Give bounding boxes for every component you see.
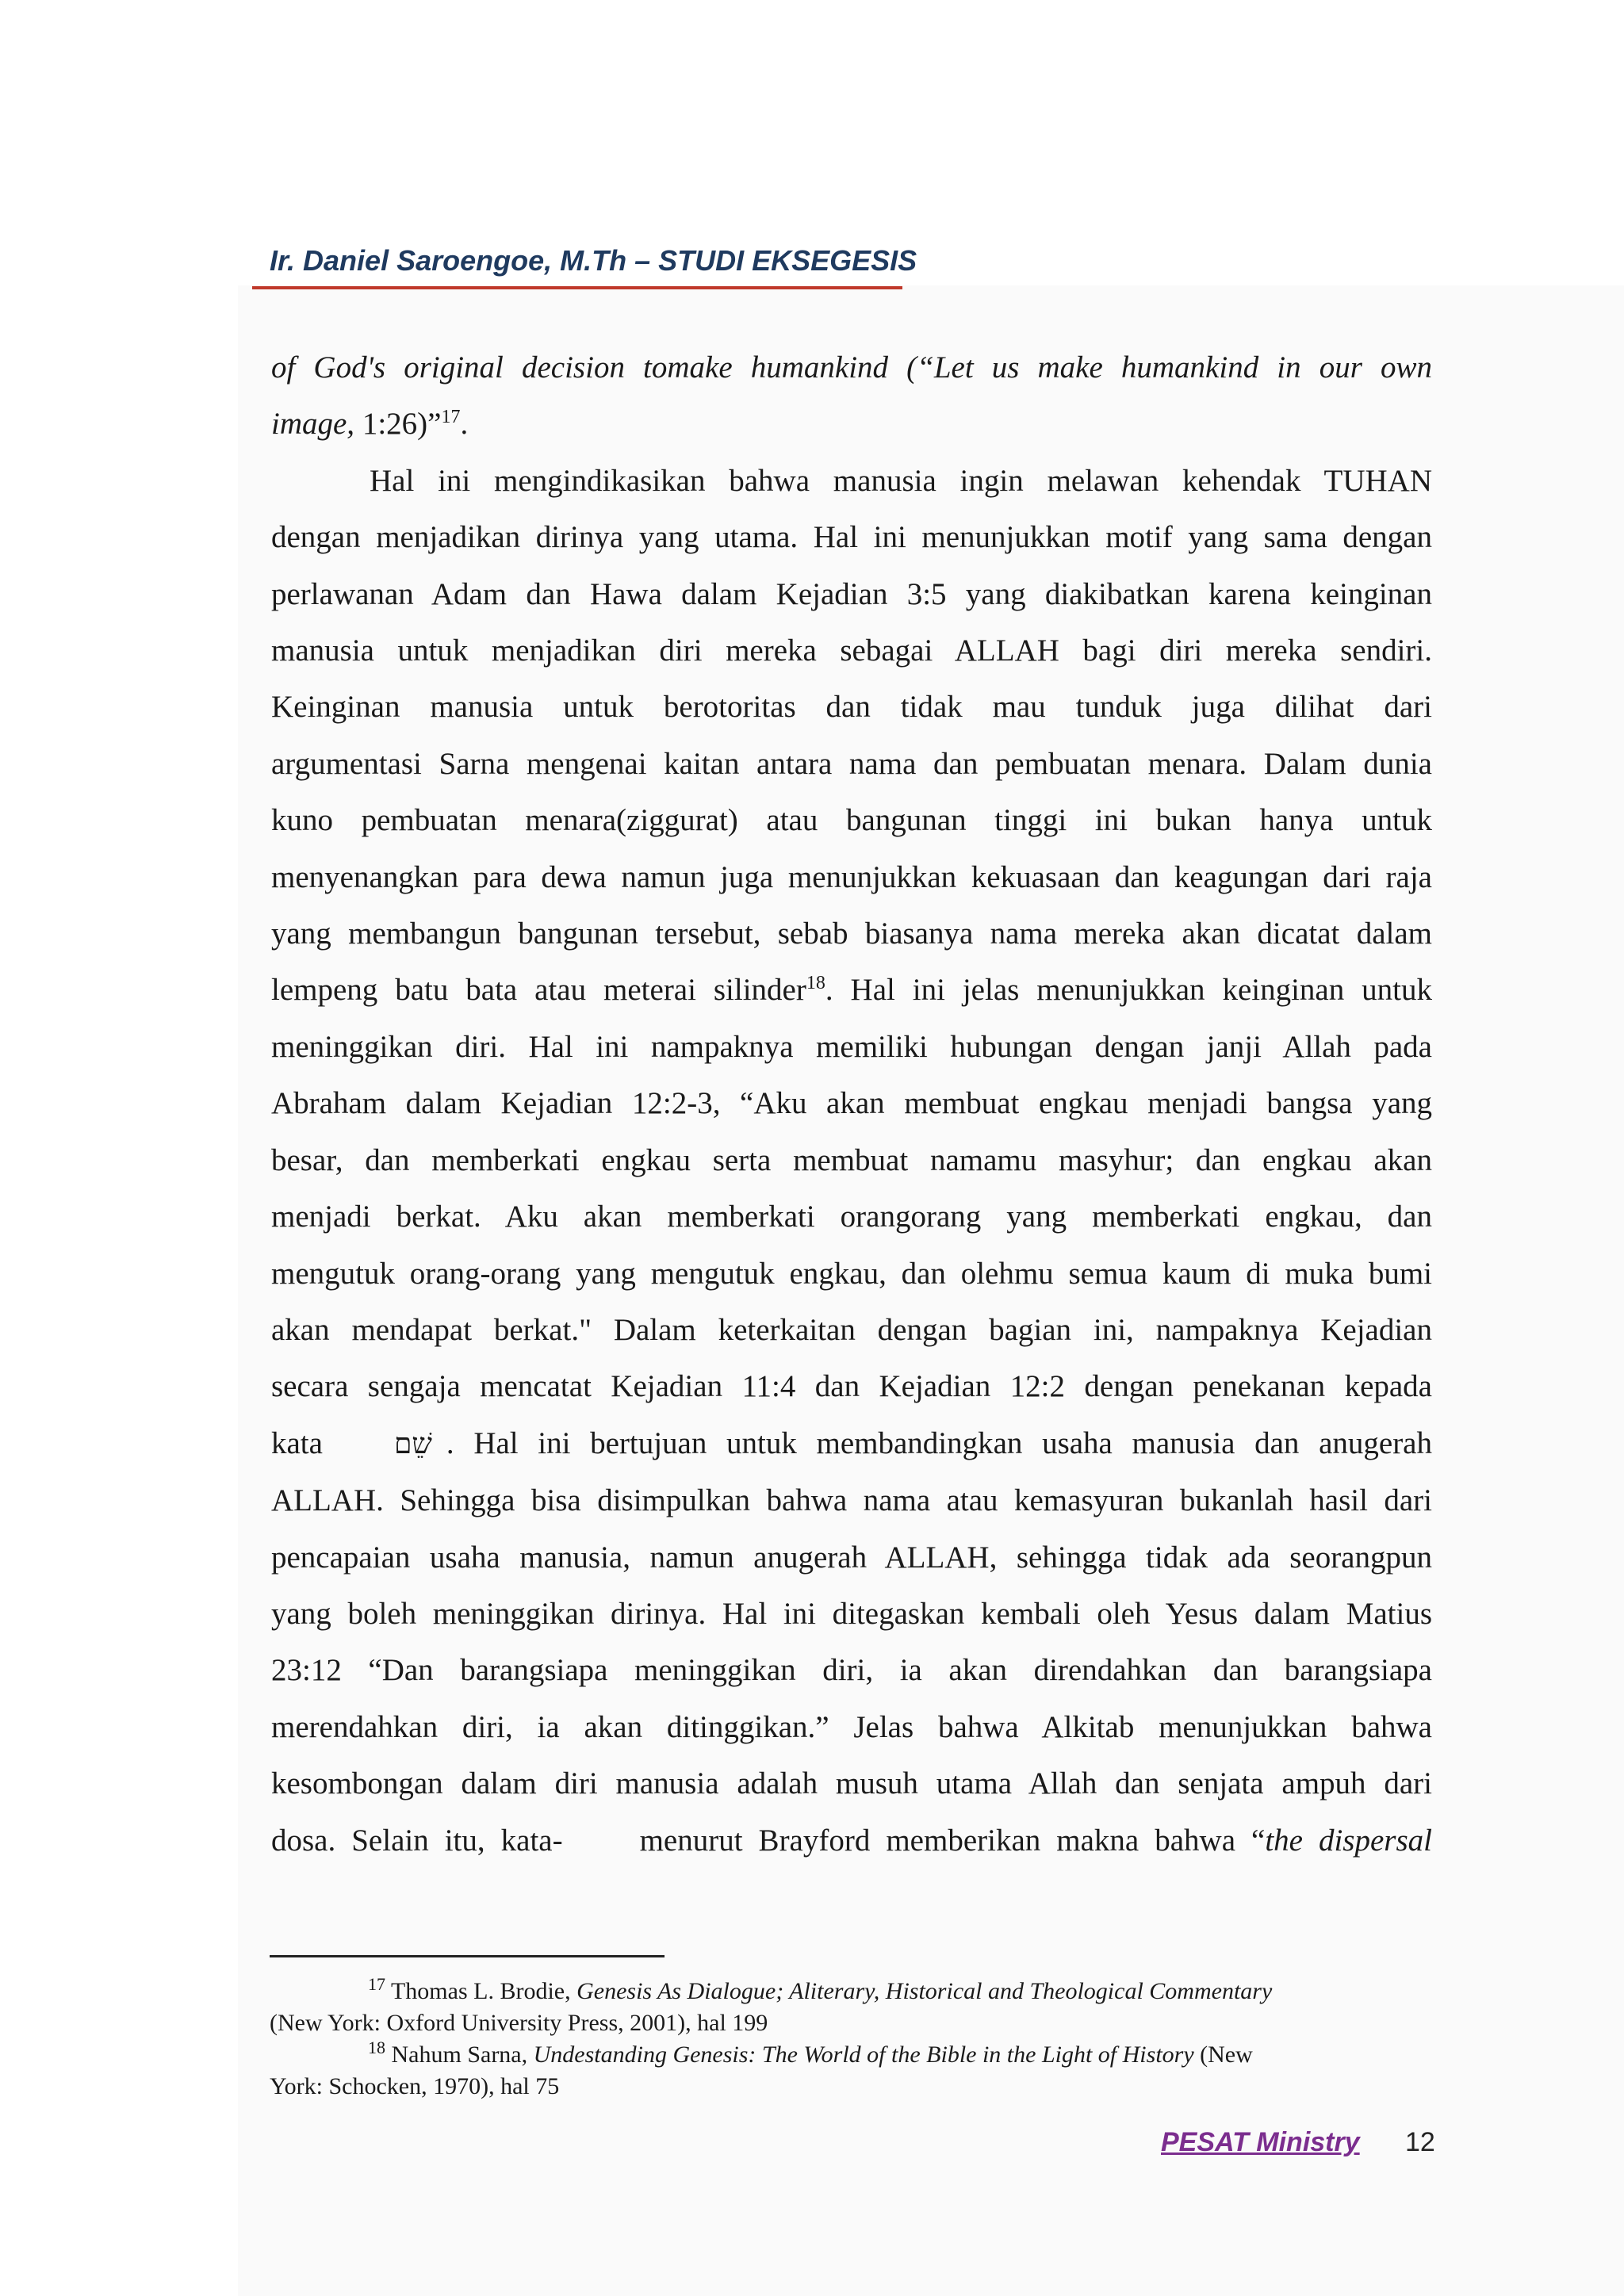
body-line: kuno pembuatan menara(ziggurat) atau bangunan tinggi ini bukan hanya untuk — [271, 803, 1432, 838]
body-line: secara sengaja mencatat Kejadian 11:4 dan Kejadian 12:2 dengan penekanan kepada — [271, 1369, 1432, 1404]
body-line: besar, dan memberkati engkau serta membuat namamu masyhur; dan engkau akan — [271, 1142, 1432, 1177]
footnotes — [270, 1976, 1411, 2103]
body-line: menjadi berkat. Aku akan memberkati orangorang yang memberkati engkau, dan — [271, 1200, 1432, 1234]
footnote-ref[interactable]: 18 — [806, 973, 825, 994]
footnote-17: $^{17}$ Thomas L. Brodie, Genesis As Dialogue; Aliterary, Historical and Theological Commentary — [368, 1974, 1273, 2004]
body-line: ALLAH. Sehingga bisa disimpulkan bahwa nama atau kemasyuran bukanlah hasil dari — [271, 1483, 1432, 1518]
body-line: merendahkan diri, ia akan ditinggikan.” Jelas bahwa Alkitab menunjukkan bahwa — [271, 1709, 1432, 1744]
body-line: Hal ini mengindikasikan bahwa manusia ingin melawan kehendak TUHAN — [370, 463, 1432, 498]
body-line: image, 1:26)”$^{17}$. — [271, 407, 469, 442]
body-line: dengan menjadikan dirinya yang utama. Hal ini menunjukkan motif yang sama dengan — [271, 520, 1432, 555]
body-line: yang boleh meninggikan dirinya. Hal ini ditegaskan kembali oleh Yesus dalam Matius — [271, 1596, 1432, 1631]
footnote-17-cont: (New York: Oxford University Press, 2001), hal 199 — [270, 2010, 768, 2036]
footnote-rule — [270, 1955, 665, 1957]
body-line: kata שֵׁם . Hal ini bertujuan untuk membandingkan usaha manusia dan anugerah — [271, 1425, 1432, 1460]
body-line: yang membangun bangunan tersebut, sebab biasanya nama mereka akan dicatat dalam — [271, 916, 1432, 951]
body-line: akan mendapat berkat." Dalam keterkaitan dengan bagian ini, nampaknya Kejadian — [271, 1312, 1432, 1347]
header-rule — [252, 286, 902, 289]
line-rest: 1:26)” — [362, 407, 442, 442]
body-line: of God's original decision tomake humankind (“Let us make humankind in our own — [271, 350, 1432, 385]
missing-glyph-dash: - — [552, 1823, 563, 1858]
body-line: menyenangkan para dewa namun juga menunjukkan kekuasaan dan keagungan dari raja — [271, 859, 1432, 894]
footnote-18: $^{18}$ Nahum Sarna, Undestanding Genesis: The World of the Bible in the Light of History (New — [368, 2038, 1253, 2068]
body-line: perlawanan Adam dan Hawa dalam Kejadian 3:5 yang diakibatkan karena keinginan — [271, 576, 1432, 611]
body-line: lempeng batu bata atau meterai silinder$^{18}$. Hal ini jelas menunjukkan keinginan untuk — [271, 973, 1432, 1008]
running-header: Ir. Daniel Saroengoe, M.Th – STUDI EKSEGESIS — [270, 244, 917, 277]
footer-brand-link[interactable]: PESAT Ministry — [1161, 2127, 1360, 2157]
body-line: dosa. Selain itu, kata- menurut Brayford memberikan makna bahwa “the dispersal — [271, 1812, 1432, 1869]
body-line: argumentasi Sarna mengenai kaitan antara nama dan pembuatan menara. Dalam dunia — [271, 746, 1432, 781]
body-text — [271, 339, 1432, 1869]
body-line: Keinginan manusia untuk berotoritas dan tidak mau tunduk juga dilihat dari — [271, 690, 1432, 725]
footnote-18-cont: York: Schocken, 1970), hal 75 — [270, 2073, 560, 2099]
body-line: pencapaian usaha manusia, namun anugerah ALLAH, sehingga tidak ada seorangpun — [271, 1540, 1432, 1575]
footnote-ref[interactable]: 17 — [441, 407, 461, 428]
body-line: kesombongan dalam diri manusia adalah musuh utama Allah dan senjata ampuh dari — [271, 1766, 1432, 1801]
page-number: 12 — [1405, 2127, 1435, 2157]
body-line: mengutuk orang-orang yang mengutuk engkau, dan olehmu semua kaum di muka bumi — [271, 1256, 1432, 1291]
hebrew-word: שֵׁם — [393, 1427, 432, 1460]
body-line: meninggikan diri. Hal ini nampaknya memiliki hubungan dengan janji Allah pada — [271, 1029, 1432, 1064]
body-line: manusia untuk menjadikan diri mereka sebagai ALLAH bagi diri mereka sendiri. — [271, 633, 1432, 668]
body-line: 23:12 “Dan barangsiapa meninggikan diri, ia akan direndahkan dan barangsiapa — [271, 1653, 1432, 1688]
body-line: Abraham dalam Kejadian 12:2-3, “Aku akan membuat engkau menjadi bangsa yang — [271, 1086, 1432, 1121]
